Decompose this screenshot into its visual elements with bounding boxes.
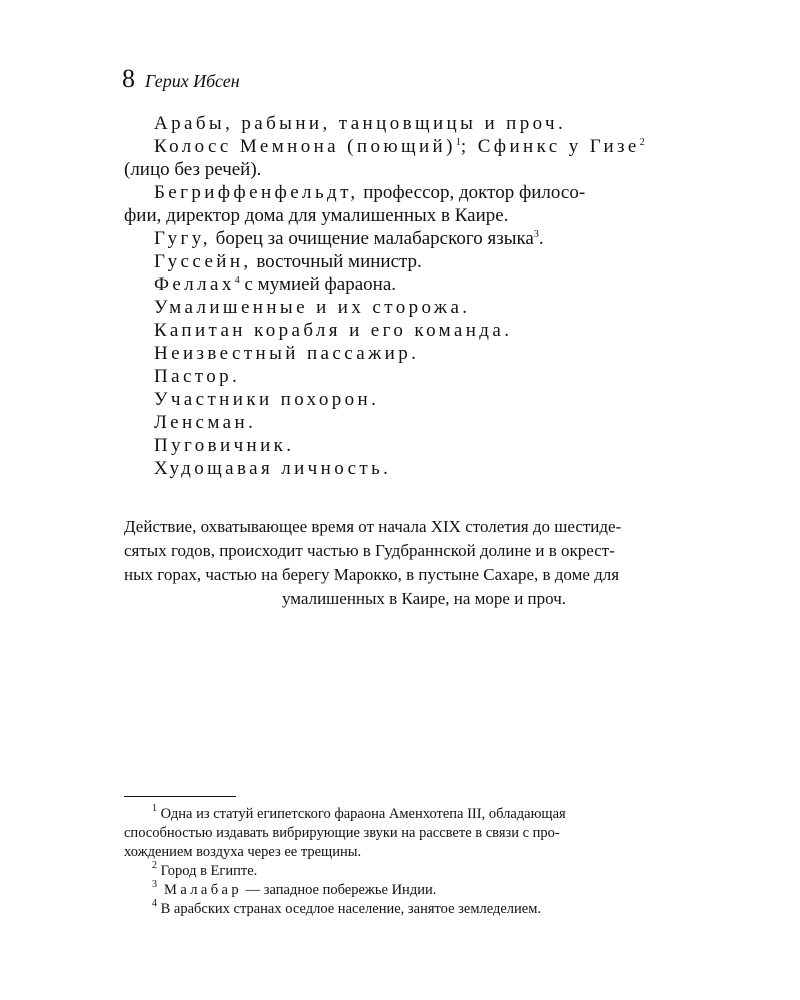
cast-line-colossus (124, 135, 724, 158)
setting-line-1: Действие, охватывающее время от начала XIX столетия до шестиде- (124, 517, 622, 536)
cast-line-captain: Капитан корабля и его команда. (154, 320, 513, 341)
footnote-1-line-1: Одна из статуй египетского фараона Аменхотепа III, обладающая (157, 806, 566, 822)
page-header (122, 64, 240, 94)
cast-line-begriff (124, 181, 724, 204)
cast-name-hugu: Гугу, (154, 228, 211, 249)
footnotes (124, 805, 724, 919)
cast-name-begriff: Бегриффенфельдт, (154, 182, 359, 203)
setting-paragraph (124, 515, 724, 611)
footnote-4-number: 4 (152, 898, 157, 909)
cast-line-lensman: Ленсман. (154, 412, 257, 433)
cast-name-colossus: Колосс Мемнона (поющий) (154, 136, 456, 157)
cast-line-pastor: Пастор. (154, 366, 241, 387)
cast-hugu-end: . (538, 228, 544, 249)
cast-line-arabs: Арабы, рабыни, танцовщицы и проч. (154, 113, 567, 134)
footnote-3 (124, 881, 724, 900)
footnote-3-number: 3 (152, 879, 157, 890)
setting-line-3: ных горах, частью на берегу Марокко, в пустыне Сахаре, в доме для (124, 565, 620, 584)
footnote-1-line-3: хождением воздуха через ее трещины. (124, 844, 362, 860)
cast-line-fellah (124, 273, 724, 296)
setting-line-2: сятых годов, происходит частью в Гудбраннской долине и в окрест- (124, 541, 615, 560)
cast-desc-hugu: борец за очищение малабарского языка (210, 228, 534, 249)
cast-line-funeral: Участники похорон. (154, 389, 380, 410)
footnote-1 (124, 805, 724, 824)
cast-list (124, 112, 724, 480)
footnote-ref-3[interactable]: 3 (533, 229, 539, 240)
cast-desc-fellah: с мумией фараона. (239, 274, 397, 295)
cast-line-begriff-cont: фии, директор дома для умалишенных в Каире. (124, 205, 509, 226)
footnote-2-number: 2 (152, 860, 157, 871)
cast-line-passenger: Неизвестный пассажир. (154, 343, 420, 364)
cast-desc-hussein: восточный министр. (251, 251, 422, 272)
footnote-4-text: В арабских странах оседлое население, занятое земледелием. (157, 901, 542, 917)
cast-name-sphinx: ; Сфинкс у Гизе (460, 136, 640, 157)
footnote-ref-4[interactable]: 4 (234, 275, 240, 286)
cast-line-hugu (124, 227, 724, 250)
footnote-3-name: Малабар (157, 882, 243, 898)
footnote-1-number: 1 (152, 803, 157, 814)
footnote-1-line-2: способностью издавать вибрирующие звуки на рассвете в связи с про- (124, 825, 560, 841)
running-title: Герих Ибсен (145, 71, 240, 91)
footnote-2 (124, 862, 724, 881)
cast-line-madmen: Умалишенные и их сторожа. (154, 297, 471, 318)
footnote-ref-1[interactable]: 1 (455, 137, 461, 148)
footnote-divider (124, 796, 236, 797)
cast-name-hussein: Гуссейн, (154, 251, 252, 272)
cast-desc-begriff: профессор, доктор филосо- (358, 182, 586, 203)
setting-line-4: умалишенных в Каире, на море и проч. (281, 589, 567, 608)
footnote-4 (124, 900, 724, 919)
footnote-2-text: Город в Египте. (157, 863, 258, 879)
cast-line-hussein (124, 250, 724, 273)
cast-line-lean-person: Худощавая личность. (154, 458, 392, 479)
cast-line-colossus-cont: (лицо без речей). (124, 159, 262, 180)
cast-line-buttonmoulder: Пуговичник. (154, 435, 295, 456)
footnote-3-text: — западное побережье Индии. (242, 882, 437, 898)
page-number: 8 (122, 64, 135, 93)
cast-name-fellah: Феллах (154, 274, 235, 295)
footnote-ref-2[interactable]: 2 (639, 137, 645, 148)
